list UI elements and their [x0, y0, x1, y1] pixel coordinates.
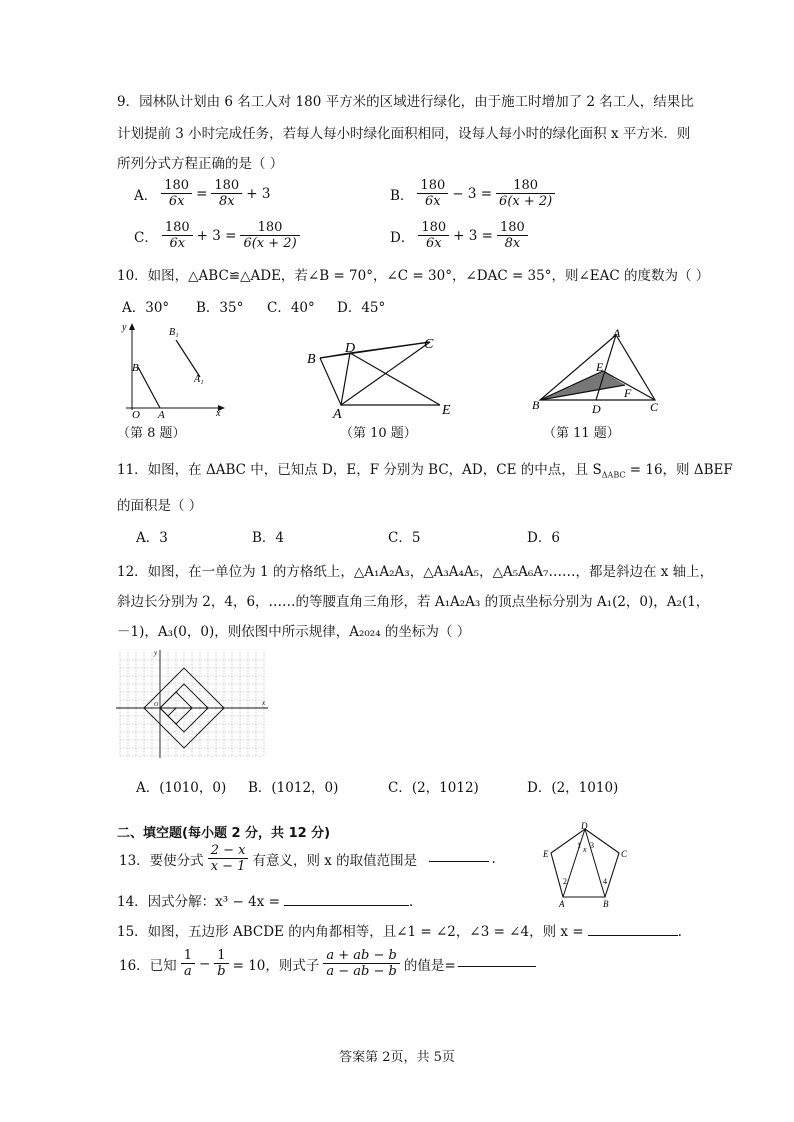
q10-option-b: B．35°	[196, 300, 244, 316]
fig10-label-a: A	[333, 407, 342, 420]
fig11-label-a: A	[613, 326, 621, 340]
q11-option-c: C．5	[388, 530, 421, 546]
q10-stem: 10．如图，△ABC≌△ADE，若∠B = 70°，∠C = 30°，∠DAC = 35°，则∠EAC 的度数为（ ）	[117, 268, 710, 284]
q12-line3: －1)，A₃(0，0)，则依图中所示规律，A₂₀₂₄ 的坐标为（ ）	[117, 624, 471, 640]
q14: 14．因式分解：x³ − 4x = .	[117, 894, 414, 910]
q11-option-b: B．4	[252, 530, 285, 546]
q15: 15．如图，五边形 ABCDE 的内角都相等，且∠1 = ∠2，∠3 = ∠4，则 x = .	[117, 924, 682, 940]
q10-option-a: A．30°	[122, 300, 170, 316]
q9-option-c: C． $\frac{180}{6x}$ + 3 = $\frac{180}{6(x + 2)}$	[132, 220, 302, 251]
pent-angle-4: 4	[603, 877, 607, 886]
fig8-label-a1: A₁	[194, 374, 204, 385]
q11-line1: 11．如图，在 ΔABC 中，已知点 D，E，F 分别为 BC，AD，CE 的中点，且 $S_{\Delta ABC} = 16$，则 ΔBEF	[117, 462, 733, 480]
q13-answer-blank[interactable]	[429, 849, 489, 862]
figure-10	[300, 330, 470, 420]
figure-12	[114, 648, 274, 760]
fig8-label-x: x	[216, 408, 221, 419]
q9-line3: 所列分式方程正确的是（ ）	[117, 156, 284, 172]
pentagon-figure	[537, 820, 647, 910]
figure-11	[530, 325, 670, 420]
pent-angle-3: 3	[590, 841, 594, 850]
fig10-label-e: E	[442, 403, 451, 418]
fig11-label-b: B	[532, 398, 540, 412]
fig10-label-c: C	[424, 337, 434, 352]
q13: 13．要使分式 $\frac{2 - x}{x - 1}$ 有意义，则 x 的取值范围是 .	[119, 843, 496, 874]
q12-option-c: C．(2，1012)	[388, 780, 479, 796]
q10-option-d: D．45°	[337, 300, 386, 316]
q9-option-d: D． $\frac{180}{6x}$ + 3 = $\frac{180}{8x}$	[388, 220, 530, 251]
fig10-label-d: D	[345, 341, 356, 356]
fig8-caption: （第 8 题）	[117, 426, 186, 441]
fig11-label-f: F	[624, 386, 632, 400]
fig10-label-b: B	[307, 352, 316, 367]
svg-text:O: O	[154, 702, 159, 708]
svg-text:y: y	[154, 649, 158, 657]
pent-label-d: D	[581, 821, 588, 831]
q16-answer-blank[interactable]	[458, 954, 536, 967]
fig8-label-y: y	[122, 322, 127, 333]
fig11-label-c: C	[650, 400, 659, 414]
fig8-label-a: A	[158, 409, 165, 420]
q11-line2: 的面积是（ ）	[117, 498, 203, 514]
q12-option-d: D．(2，1010)	[527, 780, 619, 796]
fig11-label-d: D	[592, 402, 601, 416]
pent-label-e: E	[543, 849, 549, 859]
section-2-title: 二、填空题(每小题 2 分，共 12 分)	[117, 826, 331, 841]
q9-line2: 计划提前 3 小时完成任务，若每人每小时绿化面积相同，设每人每小时的绿化面积 x 平方米．则	[117, 126, 691, 142]
q9-option-b: B． $\frac{180}{6x}$ − 3 = $\frac{180}{6(x + 2)}$	[388, 178, 557, 209]
q12-option-b: B．(1012，0)	[248, 780, 339, 796]
fig8-label-o: O	[132, 409, 140, 420]
q11-option-a: A．3	[136, 530, 168, 546]
page-footer: 答案第 2页，共 5页	[339, 1050, 455, 1065]
q14-answer-blank[interactable]	[284, 893, 409, 906]
q15-answer-blank[interactable]	[588, 923, 678, 936]
pent-label-a: A	[559, 899, 565, 909]
q12-line2: 斜边长分别为 2，4，6，……的等腰直角三角形，若 A₁A₂A₃ 的顶点坐标分别为 A₁(2，0)，A₂(1，	[117, 594, 710, 610]
pent-angle-1: 1	[577, 841, 581, 850]
q11-option-d: D．6	[527, 530, 560, 546]
pent-label-c: C	[621, 849, 628, 859]
pent-angle-x: x	[583, 845, 587, 854]
pent-label-b: B	[603, 899, 609, 909]
q12-line1: 12．如图，在一单位为 1 的方格纸上，△A₁A₂A₃，△A₃A₄A₅，△A₅A₆A₇……，都是斜边在 x 轴上，	[117, 564, 714, 580]
q9-line1: 9．园林队计划由 6 名工人对 180 平方米的区域进行绿化，由于施工时增加了 2 名工人，结果比	[117, 94, 694, 110]
fig10-caption: （第 10 题）	[340, 426, 417, 441]
q10-option-c: C．40°	[267, 300, 315, 316]
fig8-label-b: B	[132, 362, 139, 374]
q12-option-a: A．(1010，0)	[136, 780, 227, 796]
q9-option-a: A． $\frac{180}{6x}$ = $\frac{180}{8x}$ + 3	[134, 178, 271, 209]
fig8-label-b1: B₁	[169, 327, 179, 338]
figure-8	[110, 320, 230, 420]
q16: 16．已知 $\frac{1}{a}$ − $\frac{1}{b}$ = 10，则式子 $\frac{a + ab - b}{a - ab - b}$ 的值是=	[117, 948, 536, 979]
fig11-caption: （第 11 题）	[543, 426, 620, 441]
pent-angle-2: 2	[563, 877, 567, 886]
fig11-label-e: E	[596, 360, 604, 374]
svg-text:x: x	[262, 699, 266, 707]
